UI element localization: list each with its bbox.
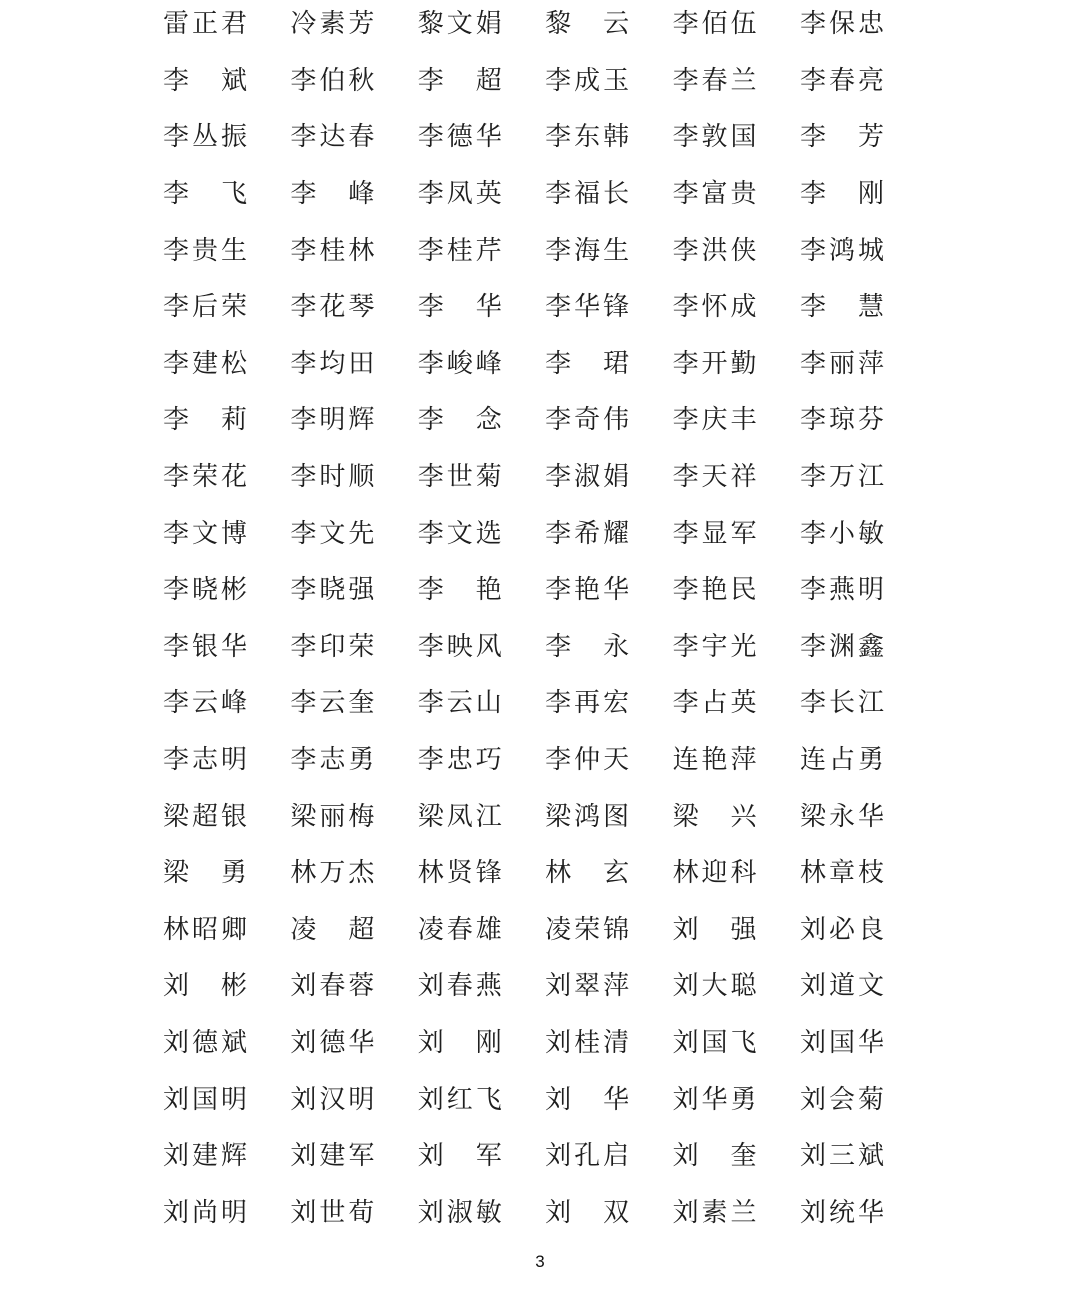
name-cell: 李琼芬 (799, 405, 884, 436)
name-cell: 李荣花 (163, 462, 247, 493)
name-cell: 刘春蓉 (290, 971, 375, 1002)
name-cell: 梁丽梅 (290, 801, 375, 832)
name-cell: 李渊鑫 (799, 631, 884, 662)
name-cell: 李燕明 (799, 575, 884, 606)
name-cell: 李晓彬 (163, 575, 247, 606)
name-cell: 李庆丰 (672, 405, 757, 436)
name-cell: 李云峰 (163, 688, 247, 719)
name-cell: 林昭卿 (163, 914, 247, 945)
name-cell: 黎文娟 (417, 9, 502, 40)
name-cell: 刘春燕 (417, 971, 502, 1002)
name-cell: 李艳民 (672, 575, 757, 606)
name-cell: 李明辉 (290, 405, 375, 436)
name-cell: 李印荣 (290, 631, 375, 662)
name-cell: 李丛振 (163, 122, 247, 153)
name-cell: 李桂林 (290, 235, 375, 266)
name-cell: 刘会菊 (799, 1084, 884, 1115)
name-cell: 刘汉明 (290, 1084, 375, 1115)
name-cell: 凌 超 (290, 914, 375, 945)
name-cell: 李富贵 (672, 179, 757, 210)
name-cell: 梁 勇 (163, 858, 247, 889)
name-cell: 梁凤江 (417, 801, 502, 832)
name-cell: 李春兰 (672, 65, 757, 96)
name-cell: 刘孔启 (545, 1141, 630, 1172)
name-cell: 刘道文 (799, 971, 884, 1002)
page-number: 3 (535, 1252, 545, 1271)
name-cell: 李伯秋 (290, 65, 375, 96)
name-cell: 刘建军 (290, 1141, 375, 1172)
name-cell: 李 念 (417, 405, 502, 436)
name-cell: 林迎科 (672, 858, 757, 889)
name-cell: 刘必良 (799, 914, 884, 945)
name-cell: 李奇伟 (545, 405, 630, 436)
name-cell: 连艳萍 (672, 745, 757, 776)
name-cell: 李 刚 (799, 179, 884, 210)
name-cell: 李桂芹 (417, 235, 502, 266)
name-cell: 李映风 (417, 631, 502, 662)
name-cell: 刘 军 (417, 1141, 502, 1172)
name-cell: 梁鸿图 (545, 801, 630, 832)
name-cell: 李淑娟 (545, 462, 630, 493)
name-cell: 林万杰 (290, 858, 375, 889)
name-cell: 李怀成 (672, 292, 757, 323)
name-cell: 雷正君 (163, 9, 247, 40)
name-cell: 李仲天 (545, 745, 630, 776)
name-cell: 李凤英 (417, 179, 502, 210)
name-cell: 刘 华 (545, 1084, 630, 1115)
name-cell: 林章枝 (799, 858, 884, 889)
name-cell: 刘红飞 (417, 1084, 502, 1115)
name-cell: 李华锋 (545, 292, 630, 323)
name-cell: 黎 云 (545, 9, 630, 40)
name-cell: 李后荣 (163, 292, 247, 323)
name-cell: 刘淑敏 (417, 1197, 502, 1228)
name-cell: 李世菊 (417, 462, 502, 493)
name-cell: 李希耀 (545, 518, 630, 549)
name-cell: 李显军 (672, 518, 757, 549)
name-cell: 李云奎 (290, 688, 375, 719)
name-cell: 刘统华 (799, 1197, 884, 1228)
name-cell: 梁 兴 (672, 801, 757, 832)
name-cell: 刘素兰 (672, 1197, 757, 1228)
name-cell: 李 华 (417, 292, 502, 323)
name-cell: 刘三斌 (799, 1141, 884, 1172)
name-cell: 李文选 (417, 518, 502, 549)
name-cell: 李德华 (417, 122, 502, 153)
name-cell: 李忠巧 (417, 745, 502, 776)
name-cell: 李保忠 (799, 9, 884, 40)
name-cell: 李文先 (290, 518, 375, 549)
name-cell: 刘建辉 (163, 1141, 247, 1172)
name-cell: 李成玉 (545, 65, 630, 96)
name-cell: 李达春 (290, 122, 375, 153)
name-cell: 李鸿城 (799, 235, 884, 266)
name-table (163, 0, 884, 1241)
name-cell: 刘翠萍 (545, 971, 630, 1002)
name-cell: 李宇光 (672, 631, 757, 662)
name-cell: 李 永 (545, 631, 630, 662)
name-cell: 刘尚明 (163, 1197, 247, 1228)
name-cell: 李万江 (799, 462, 884, 493)
name-cell: 李春亮 (799, 65, 884, 96)
name-cell: 刘 强 (672, 914, 757, 945)
name-cell: 李 飞 (163, 179, 247, 210)
name-cell: 刘桂清 (545, 1027, 630, 1058)
name-cell: 刘国华 (799, 1027, 884, 1058)
name-cell: 林贤锋 (417, 858, 502, 889)
name-cell: 李天祥 (672, 462, 757, 493)
name-cell: 林 玄 (545, 858, 630, 889)
name-cell: 梁永华 (799, 801, 884, 832)
name-cell: 李 艳 (417, 575, 502, 606)
name-cell: 李 莉 (163, 405, 247, 436)
name-cell: 连占勇 (799, 745, 884, 776)
name-cell: 李贵生 (163, 235, 247, 266)
name-cell: 李均田 (290, 348, 375, 379)
name-cell: 李洪侠 (672, 235, 757, 266)
name-cell: 冷素芳 (290, 9, 375, 40)
name-cell: 李占英 (672, 688, 757, 719)
name-cell: 李敦国 (672, 122, 757, 153)
name-cell: 刘 彬 (163, 971, 247, 1002)
name-cell: 李再宏 (545, 688, 630, 719)
name-cell: 凌荣锦 (545, 914, 630, 945)
name-cell: 李 珺 (545, 348, 630, 379)
name-cell: 李佰伍 (672, 9, 757, 40)
name-cell: 刘大聪 (672, 971, 757, 1002)
name-cell: 刘世荀 (290, 1197, 375, 1228)
name-cell: 李志明 (163, 745, 247, 776)
name-cell: 李银华 (163, 631, 247, 662)
name-cell: 刘 刚 (417, 1027, 502, 1058)
name-cell: 李 芳 (799, 122, 884, 153)
name-cell: 李福长 (545, 179, 630, 210)
name-cell: 李 峰 (290, 179, 375, 210)
name-cell: 李 超 (417, 65, 502, 96)
name-cell: 李丽萍 (799, 348, 884, 379)
name-cell: 凌春雄 (417, 914, 502, 945)
name-cell: 刘国明 (163, 1084, 247, 1115)
name-cell: 李长江 (799, 688, 884, 719)
name-cell: 李晓强 (290, 575, 375, 606)
name-cell: 李开勤 (672, 348, 757, 379)
name-cell: 李艳华 (545, 575, 630, 606)
name-cell: 刘 双 (545, 1197, 630, 1228)
name-cell: 刘德华 (290, 1027, 375, 1058)
name-cell: 李云山 (417, 688, 502, 719)
name-cell: 李 慧 (799, 292, 884, 323)
name-cell: 李时顺 (290, 462, 375, 493)
name-cell: 李海生 (545, 235, 630, 266)
name-cell: 李小敏 (799, 518, 884, 549)
name-cell: 梁超银 (163, 801, 247, 832)
name-cell: 刘国飞 (672, 1027, 757, 1058)
name-cell: 李文博 (163, 518, 247, 549)
name-cell: 刘华勇 (672, 1084, 757, 1115)
name-cell: 李 斌 (163, 65, 247, 96)
name-cell: 李建松 (163, 348, 247, 379)
name-cell: 李花琴 (290, 292, 375, 323)
name-cell: 李峻峰 (417, 348, 502, 379)
name-cell: 刘 奎 (672, 1141, 757, 1172)
name-cell: 刘德斌 (163, 1027, 247, 1058)
name-cell: 李东韩 (545, 122, 630, 153)
name-cell: 李志勇 (290, 745, 375, 776)
